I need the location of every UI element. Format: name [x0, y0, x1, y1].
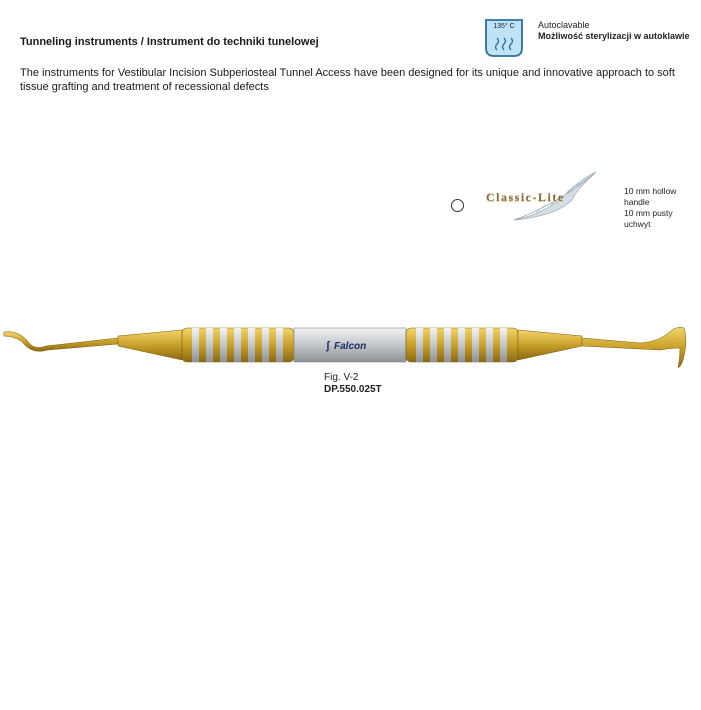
- option-radio[interactable]: [451, 199, 464, 212]
- product-code: DP.550.025T: [324, 384, 382, 395]
- autoclave-label-pl: Możliwość sterylizacji w autoklawie: [538, 31, 690, 41]
- falcon-logo: [326, 340, 376, 354]
- classic-lite-logo: [476, 168, 606, 226]
- figure-caption: [324, 372, 382, 396]
- handle-brand: Classic-Lite: [486, 190, 565, 204]
- handle-note: [624, 186, 701, 230]
- falcon-logo-text: Falcon: [334, 341, 367, 352]
- autoclave-info: [483, 18, 693, 58]
- handle-note-en: 10 mm hollow handle: [624, 186, 677, 207]
- handle-note-pl: 10 mm pusty uchwyt: [624, 208, 673, 229]
- falcon-logo-mark: ʃ: [326, 340, 330, 352]
- product-description: The instruments for Vestibular Incision Subperiosteal Tunnel Access have been designed for its unique and innovative approach to soft tissue grafting and treatment of recessional defects: [20, 67, 675, 93]
- autoclave-temperature: 135° C: [493, 23, 515, 30]
- page-title: Tunneling instruments / Instrument do techniki tunelowej: [20, 36, 319, 48]
- figure-number: Fig. V-2: [324, 372, 359, 383]
- autoclave-label-en: Autoclavable: [538, 20, 590, 30]
